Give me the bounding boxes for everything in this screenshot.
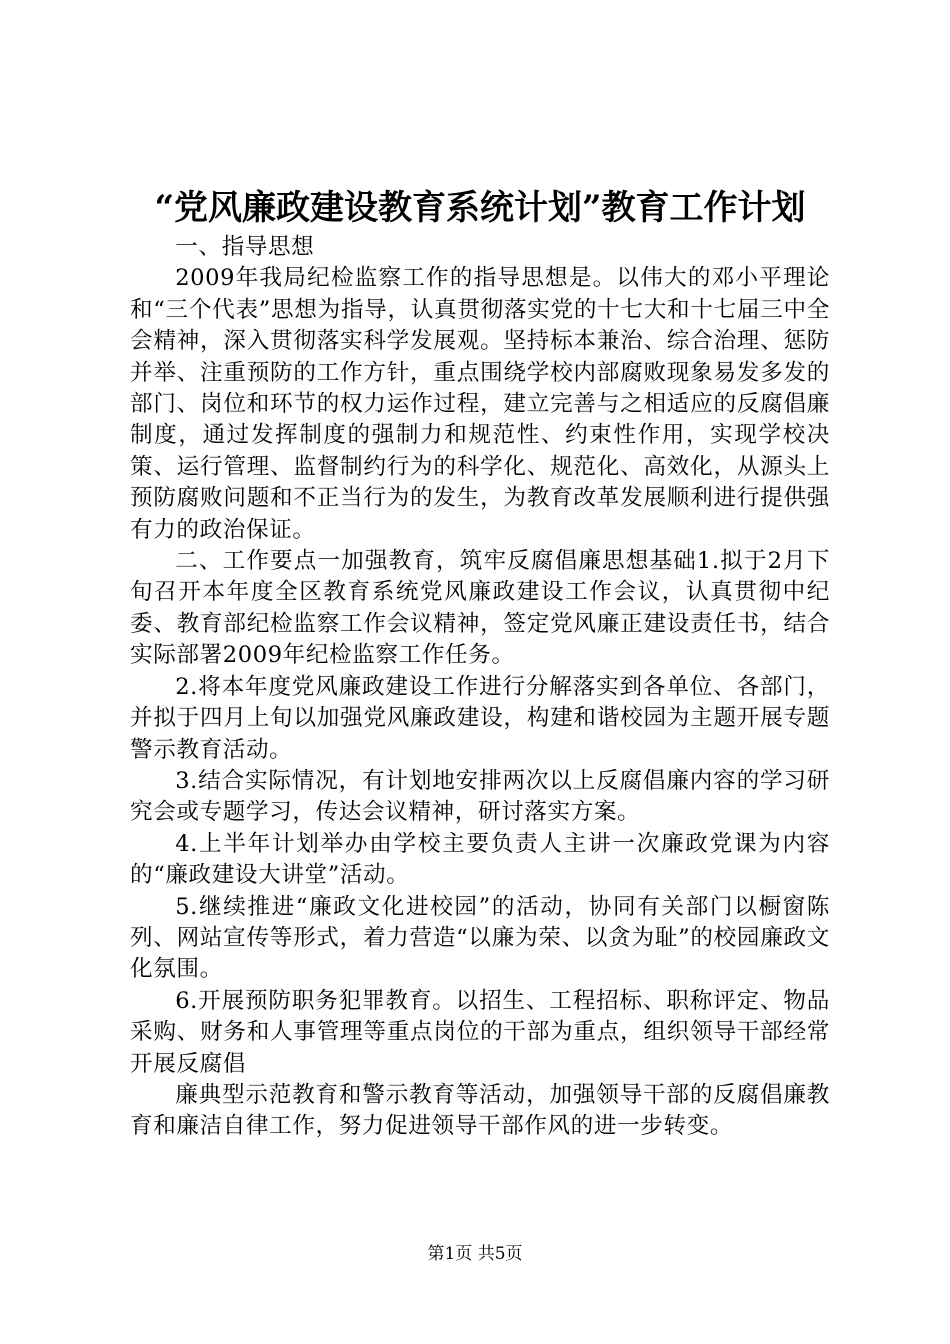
page-number-footer: 第1页 共5页 bbox=[427, 1244, 523, 1264]
document-body bbox=[130, 232, 830, 1143]
paragraph-work-points-2: 2.将本年度党风廉政建设工作进行分解落实到各单位、各部门，并拟于四月上旬以加强党风廉政建设，构建和谐校园为主题开展专题警示教育活动。 bbox=[130, 673, 830, 763]
paragraph-work-points-4: 4.上半年计划举办由学校主要负责人主讲一次廉政党课为内容的“廉政建设大讲堂”活动。 bbox=[130, 830, 830, 889]
section-heading-guiding-ideology: 一、指导思想 bbox=[175, 234, 315, 260]
paragraph-guiding-ideology: 2009年我局纪检监察工作的指导思想是。以伟大的邓小平理论和“三个代表”思想为指导，认真贯彻落实党的十七大和十七届三中全会精神，深入贯彻落实科学发展观。坚持标本兼治、综合治理、惩防并举、注重预防的工作方针，重点围绕学校内部腐败现象易发多发的部门、岗位和环节的权力运作过程，建立完善与之相适应的反腐倡廉制度，通过发挥制度的强制力和规范性、约束性作用，实现学校决策、运行管理、监督制约行为的科学化、规范化、高效化，从源头上预防腐败问题和不正当行为的发生，为教育改革发展顺利进行提供强有力的政治保证。 bbox=[130, 265, 830, 543]
paragraph-work-points-6-continued: 廉典型示范教育和警示教育等活动，加强领导干部的反腐倡廉教育和廉洁自律工作，努力促进领导干部作风的进一步转变。 bbox=[130, 1081, 830, 1140]
paragraph-work-points-6: 6.开展预防职务犯罪教育。以招生、工程招标、职称评定、物品采购、财务和人事管理等重点岗位的干部为重点，组织领导干部经常开展反腐倡 bbox=[130, 987, 830, 1077]
paragraph-work-points-3: 3.结合实际情况，有计划地安排两次以上反腐倡廉内容的学习研究会或专题学习，传达会议精神，研讨落实方案。 bbox=[130, 767, 830, 826]
document-title: “党风廉政建设教育系统计划”教育工作计划 bbox=[154, 188, 806, 228]
paragraph-work-points-5: 5.继续推进“廉政文化进校园”的活动，协同有关部门以橱窗陈列、网站宣传等形式，着力营造“以廉为荣、以贪为耻”的校园廉政文化氛围。 bbox=[130, 893, 830, 983]
paragraph-work-points-1: 二、工作要点一加强教育，筑牢反腐倡廉思想基础1.拟于2月下旬召开本年度全区教育系统党风廉政建设工作会议，认真贯彻中纪委、教育部纪检监察工作会议精神，签定党风廉正建设责任书，结合实际部署2009年纪检监察工作任务。 bbox=[130, 548, 830, 669]
